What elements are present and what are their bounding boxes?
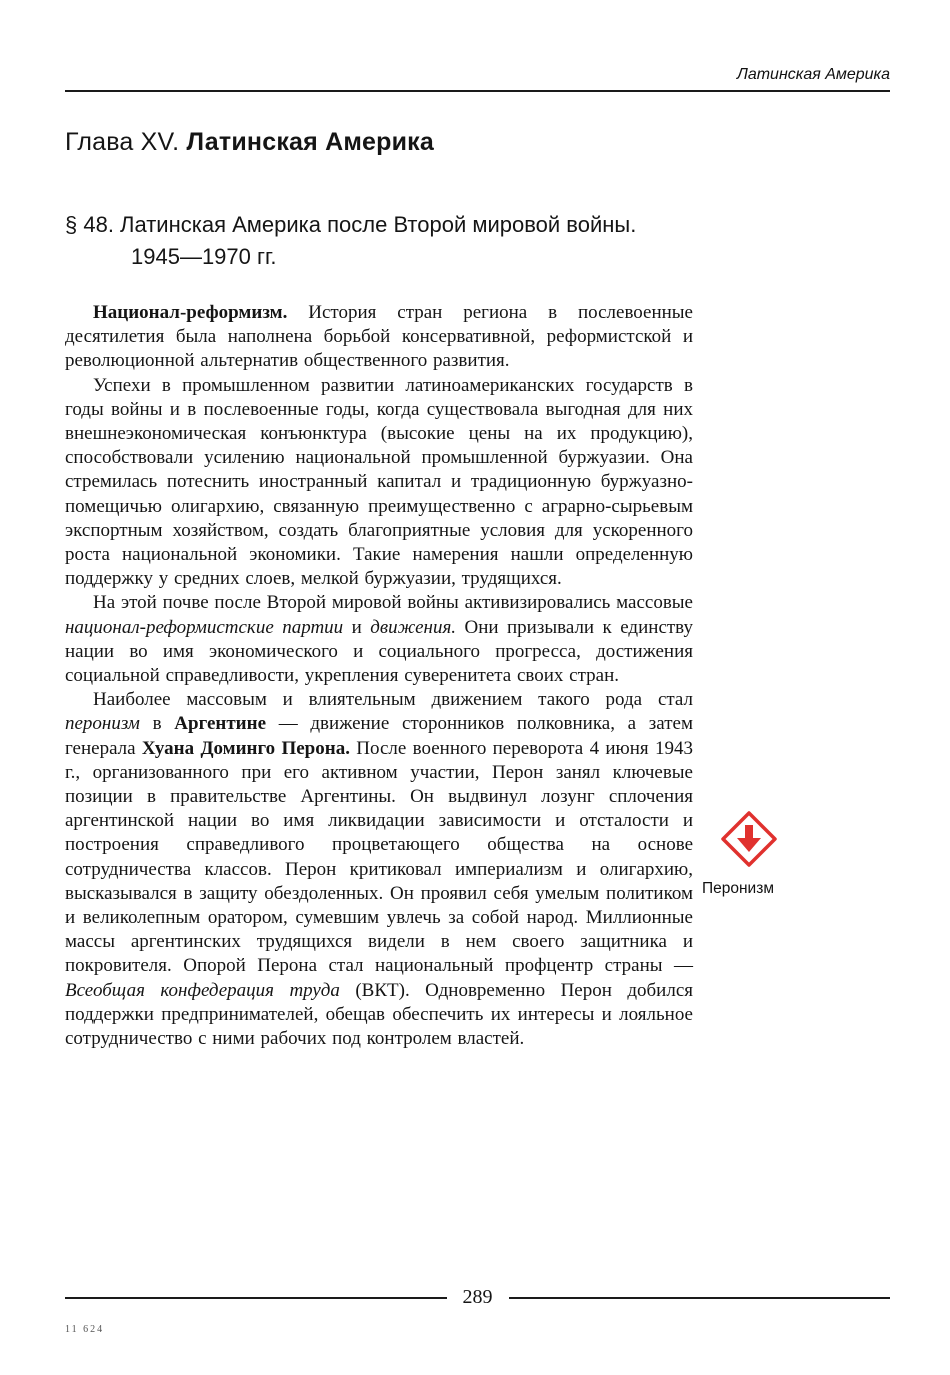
footer-rule-right — [509, 1297, 891, 1299]
text-segment: История стран региона в послевоенные десятилетия была наполнена борьбой консервативной, реформистской и революционной альтернатив общественного развития. — [65, 302, 693, 372]
paragraph — [65, 374, 693, 592]
text-segment: После военного переворота 4 июня 1943 г., организованного при его активном участии, Перон занял ключевые позиции в правительстве Аргентины. Он выдвинул лозунг сплочения аргентинской нации во имя ликвидации зависимости и отсталости и построения справедливого процветающего общества на основе сотрудничества классов. Перон критиковал империализм и олигархию, высказывался в защиту обездоленных. Он проявил себя умелым политиком и великолепным оратором, сумевшим увлечь за собой народ. Миллионные массы аргентинских трудящихся видели в нем своего защитника и покровителя. Опорой Перона стал национальный профцентр страны — — [65, 737, 693, 977]
text-segment: Хуана Доминго Перона. — [141, 737, 350, 759]
chapter-title-text: Латинская Америка — [186, 128, 434, 156]
text-segment: перонизм — [65, 713, 140, 735]
diamond-down-arrow-icon — [720, 810, 778, 868]
page-number: 289 — [462, 1286, 493, 1308]
text-segment: и — [343, 616, 371, 638]
text-segment: Они призывали к единству нации во имя экономического и социального прогресса, достижения социальной справедливости, укрепления суверенитета своих стран. — [65, 616, 693, 687]
text-segment: Национал-реформизм. — [93, 302, 309, 323]
text-segment: — движение сторонников полковника, а затем генерала — [65, 713, 693, 759]
page-number-row — [65, 1286, 890, 1309]
text-segment: Аргентине — [174, 713, 267, 735]
text-segment: Наиболее массовым и влиятельным движением такого рода стал — [93, 689, 693, 711]
chapter-label: Глава XV. — [65, 128, 180, 156]
text-segment: движения. — [370, 616, 457, 638]
header-rule — [65, 90, 890, 92]
body-text — [65, 301, 693, 1051]
paragraph — [65, 301, 693, 374]
footer-rule-left — [65, 1297, 447, 1299]
paragraph — [65, 688, 693, 1051]
text-segment: Всеобщая конфедерация труда — [65, 979, 340, 1001]
paragraph — [65, 591, 693, 688]
running-header: Латинская Америка — [736, 66, 890, 83]
text-segment: в — [139, 713, 175, 735]
section-heading-line1: § 48. Латинская Америка после Второй мировой войны. — [65, 212, 637, 237]
text-segment: национал-реформистские партии — [65, 616, 344, 638]
section-heading-line2: 1945—1970 гг. — [131, 244, 277, 269]
section-heading — [65, 209, 890, 273]
margin-note-label: Перонизм — [702, 880, 774, 897]
print-code: 11 624 — [65, 1324, 105, 1335]
text-segment: На этой почве после Второй мировой войны активизировались массовые — [93, 592, 693, 614]
margin-note-peronism — [702, 810, 812, 898]
text-segment: Успехи в промышленном развитии латиноамериканских государств в годы войны и в послевоенные годы, когда существовала выгодная для них внешнеэкономическая конъюнктура (высокие цены на их продукцию), способствовали усилению национальной промышленной буржуазии. Она стремилась потеснить иностранный капитал и традиционную буржуазно-помещичью олигархию, связанную преимущественно с аграрно-сырьевым экспортным хозяйством, создать благоприятные условия для ускоренного роста национальной экономики. Такие намерения нашли определенную поддержку у средних слоев, мелкой буржуазии, трудящихся. — [65, 374, 693, 590]
text-segment: (ВКТ). Одновременно Перон добился поддержки предпринимателей, обещав обеспечить их интересы и лояльное сотрудничество с ними рабочих под контролем властей. — [65, 979, 693, 1050]
chapter-title — [65, 128, 890, 157]
